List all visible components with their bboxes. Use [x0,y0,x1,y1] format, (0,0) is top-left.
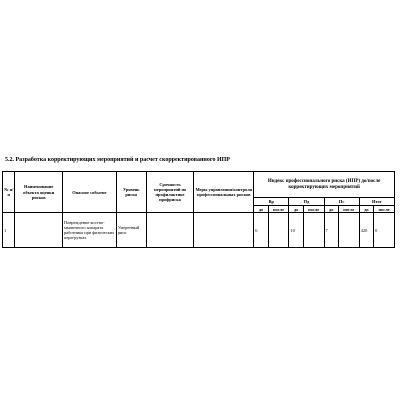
risk-table [2,171,395,248]
header-after: после [268,206,289,213]
header-measures: Меры управления/контроля профессиональных рисков [194,172,254,213]
cell-risk-level: Умеренный риск [116,213,146,248]
header-num: № п/п [3,172,15,213]
cell-object-name [15,213,63,248]
cell-vr-after [268,213,289,248]
header-group-ps: Пс [324,198,359,206]
cell-total-after: 0 [374,213,395,248]
header-index-title: Индекс профессионального риска (ИПР) до/после корректирующих мероприятий [254,172,395,198]
cell-pd-before: 10 [289,213,303,248]
cell-measures [194,213,254,248]
header-urgency: Срочность мероприятий по профилактике профриска [146,172,194,213]
cell-pd-after [303,213,324,248]
cell-vr-before: 6 [254,213,268,248]
cell-hazard-event: Повреждение костно-мышечного аппарата работника при физических перегрузках [62,213,116,248]
cell-ps-before: 7 [324,213,338,248]
header-object-name: Наименование объекта оценки рисков [15,172,63,213]
header-hazard-event: Опасное событие [62,172,116,213]
header-group-total: Итог [359,198,394,206]
cell-total-before: 420 [359,213,373,248]
cell-ps-after [339,213,360,248]
header-after: после [339,206,360,213]
header-before: до [289,206,303,213]
header-after: после [303,206,324,213]
header-before: до [324,206,338,213]
cell-num: 1 [3,213,15,248]
header-group-pd: Пд [289,198,324,206]
section-title: 5.2. Разработка корректирующих мероприятий и расчет скорректированного ИПР [5,157,230,163]
cell-urgency [146,213,194,248]
header-risk-level: Уровень риска [116,172,146,213]
header-before: до [359,206,373,213]
header-before: до [254,206,268,213]
header-group-vr: Вр [254,198,289,206]
table-row [3,213,395,248]
header-after: после [374,206,395,213]
